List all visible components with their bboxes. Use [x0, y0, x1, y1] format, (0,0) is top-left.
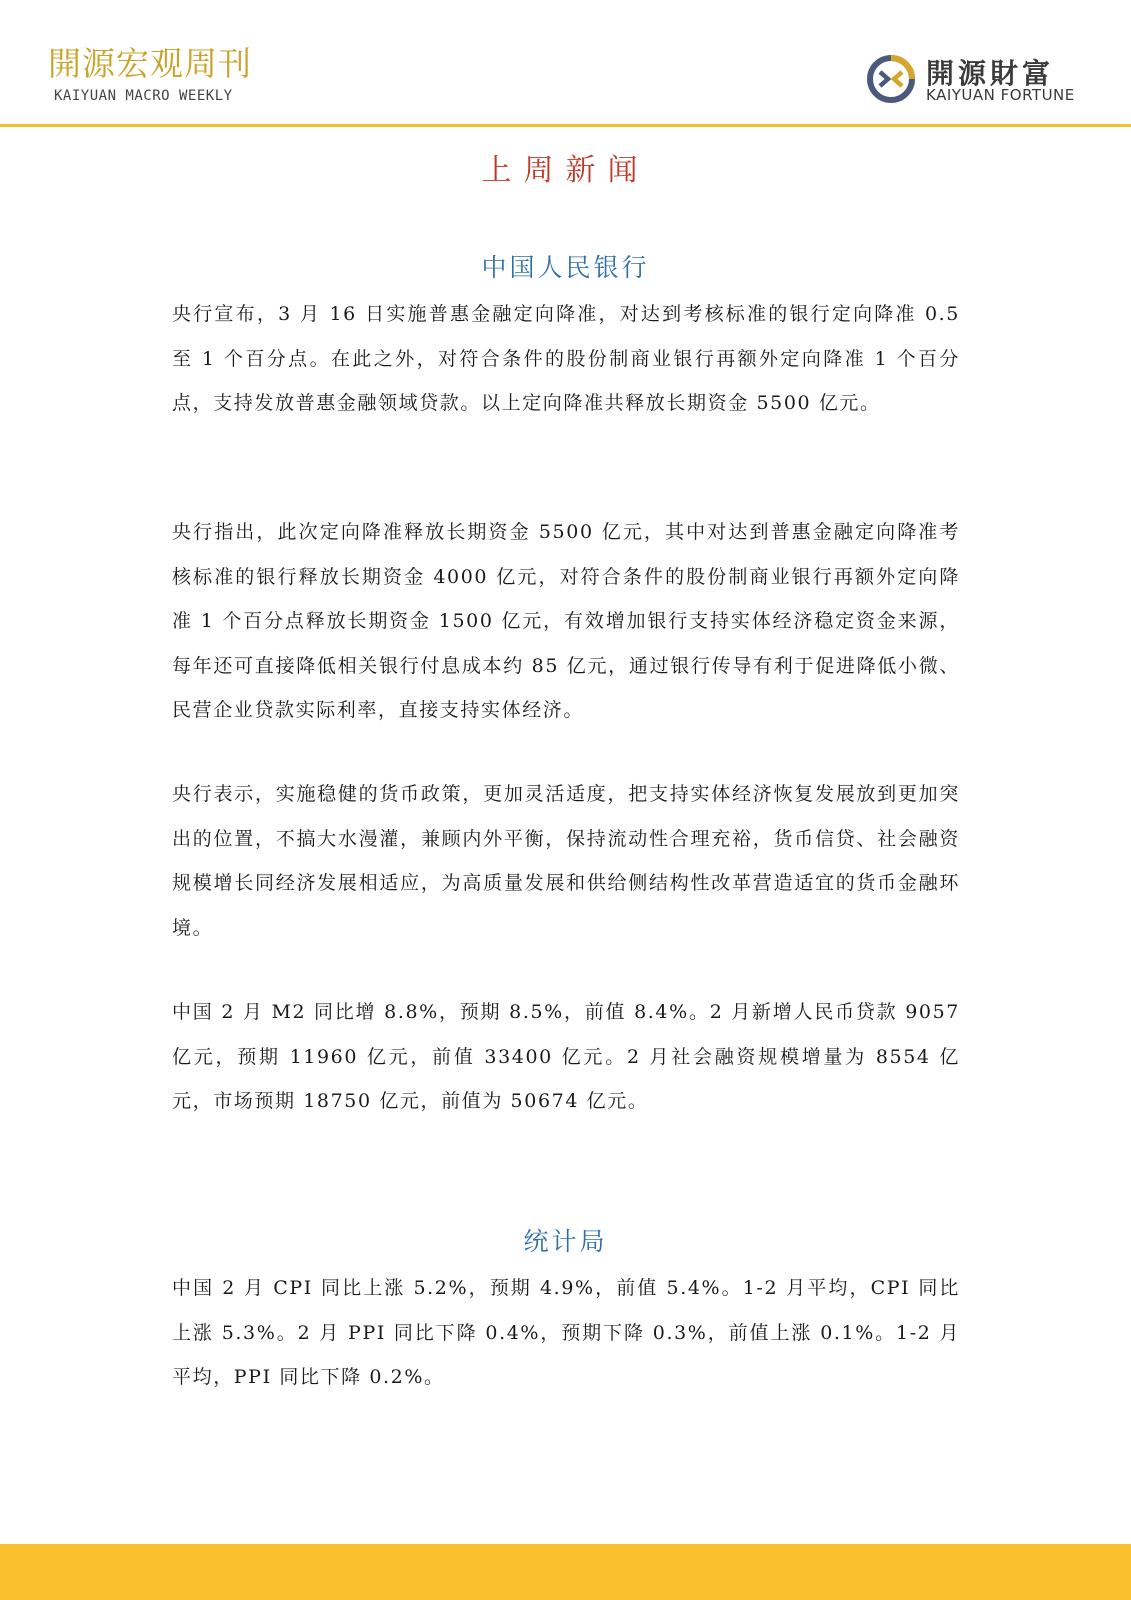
paragraph-pboc-liquidity: 央行指出，此次定向降准释放长期资金 5500 亿元，其中对达到普惠金融定向降准考核标准的银行释放长期资金 4000 亿元，对符合条件的股份制商业银行再额外定向降准 1 个百分点释放长期资金 1500 亿元，有效增加银行支持实体经济稳定资金来源，每年还可直接降低相关银行付息成本约 85 亿元，通过银行传导有利于促进降低小微、民营企业贷款实际利率，直接支持实体经济。 — [172, 521, 960, 721]
footer-bar — [0, 1544, 1131, 1600]
section-title-pboc: 中国人民银行 — [481, 253, 650, 282]
publication-title: 開源宏观周刊 — [48, 44, 252, 83]
paragraph-pboc-rrr-cut: 央行宣布，3 月 16 日实施普惠金融定向降准，对达到考核标准的银行定向降准 0.5 至 1 个百分点。在此之外，对符合条件的股份制商业银行再额外定向降准 1 个百分点，支持发放普惠金融领域贷款。以上定向降准共释放长期资金 5500 亿元。 — [172, 303, 960, 414]
paragraph-pboc-policy: 央行表示，实施稳健的货币政策，更加灵活适度，把支持实体经济恢复发展放到更加突出的位置，不搞大水漫灌，兼顾内外平衡，保持流动性合理充裕，货币信贷、社会融资规模增长同经济发展相适应，为高质量发展和供给侧结构性改革营造适宜的货币金融环境。 — [172, 783, 960, 939]
paragraph-nbs-cpi-ppi: 中国 2 月 CPI 同比上涨 5.2%，预期 4.9%，前值 5.4%。1-2 月平均，CPI 同比上涨 5.3%。2 月 PPI 同比下降 0.4%，预期下降 0.3%，前值上涨 0.1%。1-2 月平均，PPI 同比下降 0.2%。 — [172, 1277, 960, 1388]
logo-text-cn: 開源財富 — [926, 57, 1055, 90]
logo-text-en: KAIYUAN FORTUNE — [926, 86, 1075, 104]
page-header — [0, 0, 1131, 126]
brand-logo — [866, 52, 1091, 107]
kaiyuan-logo-icon — [866, 54, 916, 104]
paragraph-pboc-m2-loans: 中国 2 月 M2 同比增 8.8%，预期 8.5%，前值 8.4%。2 月新增人民币贷款 9057 亿元，预期 11960 亿元，前值 33400 亿元。2 月社会融资规模增量为 8554 亿元，市场预期 18750 亿元，前值为 50674 亿元。 — [172, 1001, 960, 1112]
page-title: 上周新闻 — [481, 153, 650, 188]
publication-subtitle: KAIYUAN MACRO WEEKLY — [54, 88, 233, 104]
section-title-nbs: 统计局 — [523, 1227, 608, 1256]
header-divider — [0, 124, 1131, 127]
